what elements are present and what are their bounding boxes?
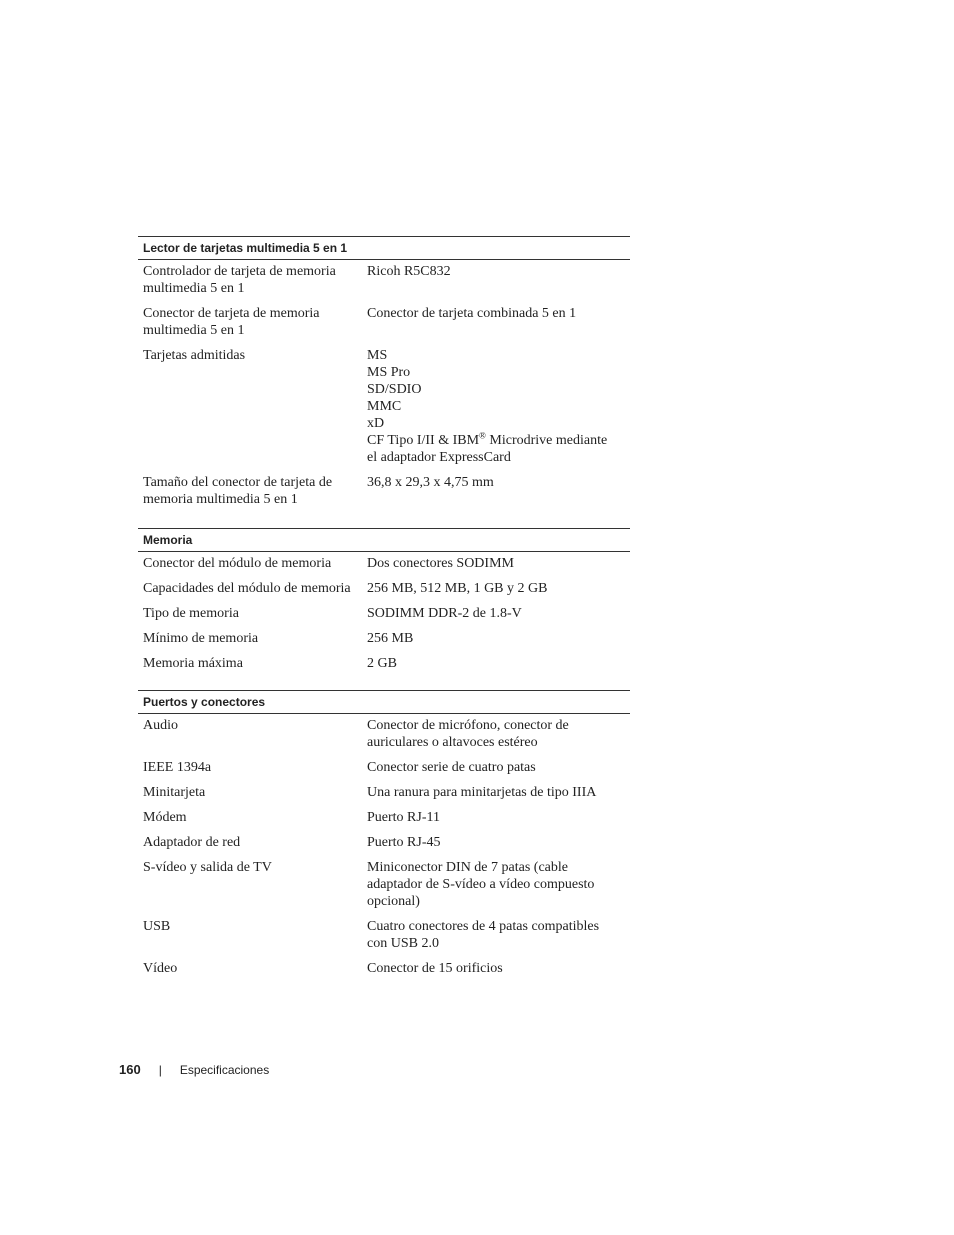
spec-value: Miniconector DIN de 7 patas (cable adaptador de S-vídeo a vídeo compuesto opcional) [367, 860, 595, 909]
spec-row [138, 630, 630, 647]
spec-label: Memoria máxima [143, 656, 243, 671]
spec-rows [138, 714, 630, 977]
spec-value: Conector de micrófono, conector de auriculares o altavoces estéreo [367, 718, 569, 750]
spec-label: Audio [143, 718, 178, 733]
page-footer [119, 1062, 269, 1078]
spec-row [138, 859, 630, 910]
spec-label: Tamaño del conector de tarjeta de memoria multimedia 5 en 1 [143, 475, 333, 507]
section-memory [138, 528, 630, 680]
spec-label: Módem [143, 810, 187, 825]
spec-row [138, 580, 630, 597]
spec-row [138, 759, 630, 776]
spec-label: Capacidades del módulo de memoria [143, 581, 351, 596]
section-title: Puertos y conectores [138, 690, 630, 714]
spec-rows [138, 552, 630, 672]
spec-value: Conector de 15 orificios [367, 961, 503, 976]
spec-rows [138, 260, 630, 508]
spec-label: Mínimo de memoria [143, 631, 259, 646]
spec-row [138, 347, 630, 466]
section-title: Memoria [138, 528, 630, 552]
spec-label: USB [143, 919, 171, 934]
spec-value: Conector de tarjeta combinada 5 en 1 [367, 306, 577, 321]
spec-value: Puerto RJ-45 [367, 835, 441, 850]
spec-value: MS MS Pro SD/SDIO MMC xD CF Tipo I/II & IBM® Microdrive mediante el adaptador ExpressCard [367, 348, 608, 465]
spec-value: Una ranura para minitarjetas de tipo IIIA [367, 785, 597, 800]
spec-label: Minitarjeta [143, 785, 206, 800]
spec-row [138, 918, 630, 952]
spec-label: Conector del módulo de memoria [143, 556, 332, 571]
spec-row [138, 655, 630, 672]
spec-row [138, 717, 630, 751]
section-card-reader [138, 236, 630, 516]
spec-row [138, 605, 630, 622]
spec-label: S-vídeo y salida de TV [143, 860, 272, 875]
footer-section-name: Especificaciones [179, 1063, 270, 1077]
spec-row [138, 474, 630, 508]
spec-label: IEEE 1394a [143, 760, 212, 775]
section-ports [138, 690, 630, 985]
spec-row [138, 809, 630, 826]
spec-row [138, 263, 630, 297]
spec-label: Conector de tarjeta de memoria multimedia 5 en 1 [143, 306, 320, 338]
spec-value: Ricoh R5C832 [367, 264, 451, 279]
spec-row [138, 555, 630, 572]
section-title: Lector de tarjetas multimedia 5 en 1 [138, 236, 630, 260]
spec-label: Controlador de tarjeta de memoria multimedia 5 en 1 [143, 264, 336, 296]
spec-value: 256 MB [367, 631, 414, 646]
spec-value: 36,8 x 29,3 x 4,75 mm [367, 475, 494, 490]
spec-value: Cuatro conectores de 4 patas compatibles con USB 2.0 [367, 919, 600, 951]
spec-value: SODIMM DDR-2 de 1.8-V [367, 606, 522, 621]
spec-row [138, 960, 630, 977]
spec-row [138, 784, 630, 801]
registered-mark: ® [479, 430, 486, 441]
spec-value: 2 GB [367, 656, 397, 671]
spec-value: Conector serie de cuatro patas [367, 760, 536, 775]
spec-label: Vídeo [143, 961, 178, 976]
spec-value: Dos conectores SODIMM [367, 556, 514, 571]
page-number: 160 [119, 1062, 141, 1077]
spec-value: Puerto RJ-11 [367, 810, 440, 825]
spec-label: Tarjetas admitidas [143, 348, 246, 363]
spec-row [138, 305, 630, 339]
spec-row [138, 834, 630, 851]
footer-separator: | [158, 1063, 162, 1077]
spec-value: 256 MB, 512 MB, 1 GB y 2 GB [367, 581, 548, 596]
spec-label: Adaptador de red [143, 835, 241, 850]
spec-label: Tipo de memoria [143, 606, 239, 621]
